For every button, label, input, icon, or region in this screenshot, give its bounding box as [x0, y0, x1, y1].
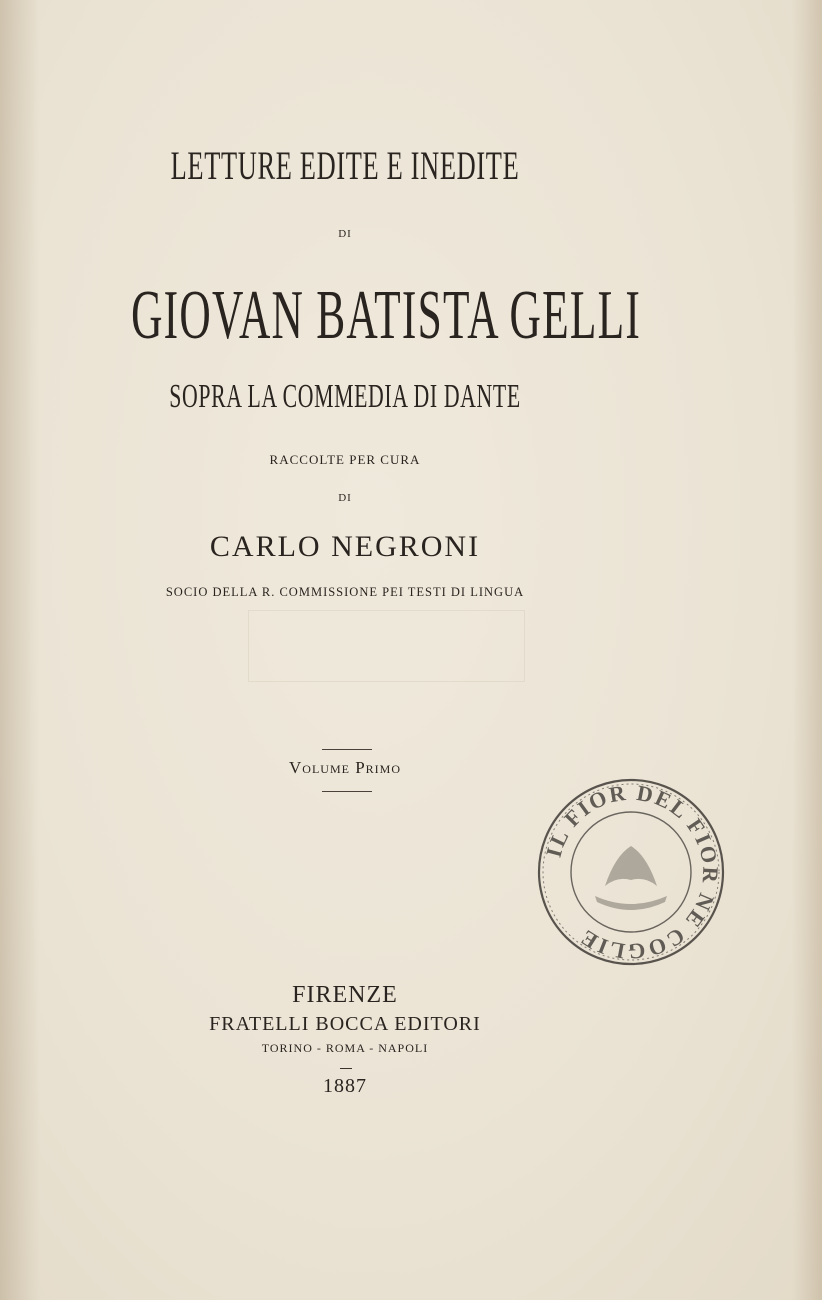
- publisher-name: FRATELLI BOCCA EDITORI: [209, 1013, 481, 1035]
- publisher-places: TORINO - ROMA - NAPOLI: [261, 1041, 429, 1055]
- editor-affiliation: SOCIO DELLA R. COMMISSIONE PEI TESTI DI LINGUA: [165, 585, 525, 599]
- curated-by: RACCOLTE PER CURA: [269, 452, 421, 467]
- book-subtitle: SOPRA LA COMMEDIA DI DANTE: [169, 378, 521, 415]
- book-title: LETTURE EDITE E INEDITE: [170, 143, 520, 188]
- volume-label: Volume Primo: [289, 758, 401, 777]
- library-stamp-icon: [535, 776, 727, 968]
- spine-shadow: [0, 0, 40, 1300]
- by-word-editor: DI: [338, 492, 352, 504]
- volume-rule-bottom: [322, 791, 372, 792]
- by-word: DI: [338, 228, 352, 240]
- volume-rule-top: [322, 749, 372, 750]
- editor-name: CARLO NEGRONI: [209, 530, 481, 563]
- stamp-motto: IL FIOR DEL FIOR NE COGLIE: [540, 779, 724, 965]
- publication-year: 1887: [323, 1075, 367, 1097]
- author-name: GIOVAN BATISTA GELLI: [131, 277, 642, 354]
- publication-city: FIRENZE: [292, 982, 398, 1008]
- faint-show-through: [248, 610, 525, 682]
- page-edge-shadow: [792, 0, 822, 1300]
- year-dash: [340, 1068, 352, 1069]
